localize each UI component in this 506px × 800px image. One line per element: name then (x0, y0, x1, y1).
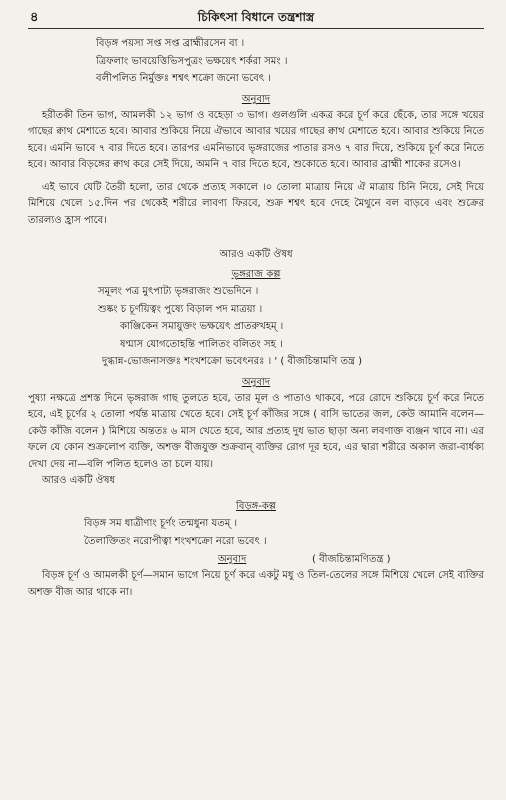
verse-line: সমূলং পত্র মুৎপাট্য ভৃঙ্গরাজং শুভেদিনে । (98, 286, 259, 297)
verse-line: শুষ্কং চ চূর্ণয়িত্বং পুষ্যে বিড়াল পদ মাত্রয়া । (98, 303, 263, 315)
page-number: ৪ (30, 10, 39, 25)
verse-line: বিড়ঙ্গ সম ধাত্রীণাং চূর্ণং তন্মধুনা যতম্ । (84, 518, 238, 529)
anubad-heading: অনুবাদ (218, 554, 247, 565)
verse-line: বিড়ঙ্গ পয়সা সপ্ত সপ্ত ব্রাহ্মীরসেন বা । (96, 38, 245, 49)
verse-line: বলীপলিত নির্মুক্তঃ শশ্বৎ শক্রো জনো ভবেৎ । (96, 73, 271, 84)
section-title: বিড়ঙ্গ-কল্প (236, 501, 276, 512)
verse-line: দুগ্ধান্ন-ভোজনাসক্তঃ শংখশক্রো ভবেৎনরঃ । (102, 356, 272, 367)
verse-line: কাঞ্জিকেন সমায়ুক্তং ভক্ষয়েৎ প্রাতরুখহম্ । (120, 321, 284, 332)
running-title: চিকিৎসা বিধানে তন্ত্রশাস্ত্র (197, 10, 315, 24)
verse-line: তৈলাক্তিতং নরোপীত্বা শংখশক্রো নরো ভবেৎ । (84, 535, 267, 547)
verse-2 (28, 283, 484, 371)
source-citation: ' ( বীজচিন্তামণি তন্ত্র ) (274, 356, 363, 367)
paragraph: এই ভাবে যেটি তৈরী হলো, তার থেকে প্রত্যহ সকালে ।০ তোলা মাত্রায় নিয়ে ঐ মাত্রায় চিনি নিয়ে, সেই দিয়ে মিশিয়ে খেলে ১৫.দিন পর থেকেই শরীরে লাবণ্য ফিরবে, শুক্র শশ্বৎ হবে দেহে মৈথুনে বল বাড়বে এবং শুক্রের তারল্যও হ্রাস পাবে। (28, 181, 484, 226)
paragraph: পুষ্যা নক্ষত্রে প্রশস্ত দিনে ভৃঙ্গরাজ গাছ তুলতে হবে, তার মূল ও পাতাও থাকবে, পরে রোদে শুকিয়ে চূর্ণ করে নিতে হবে, এই চূর্ণের ২ তোলা পর্যন্ত মাত্রায় খেতে হবে। সেই চূর্ণ কাঁজির সঙ্গে ( বাসি ভাতের জল, কেউ আমানি বলেন—কেউ কাঁজি বলেন ) মিশিয়ে অন্ততঃ ৬ মাস খেতে হবে, আর প্রত্যহ দুধ ভাত ছাড়া অন্য লবণাক্ত ব্যঞ্জন খাবে না। এর ফলে যে কোন শুক্রলোপ ব্যক্তি, অশক্ত বীজযুক্ত শুক্রবান্ ব্যক্তির রোগ দূর হবে, এর দ্বারা শরীরে অকাল জরা-বার্ধক্য দেখা দেয় না—বলি পলিত হলেও তা চলে যায়। (28, 392, 484, 470)
section-subtitle: ভৃঙ্গরাজ কল্প (231, 269, 281, 280)
anubad-heading: অনুবাদ (241, 376, 271, 388)
section-title: আরও একটি ঔষধ (219, 249, 293, 260)
verse-1 (28, 35, 484, 88)
source-citation: ( বীজচিন্তামণিতন্ত্র ) (312, 554, 391, 565)
verse-line: ত্রিফলাং ভাবয়েত্তিভিসপুত্রং ভক্ষয়েৎ শর্করা সমং । (96, 55, 288, 67)
anubad-heading: অনুবাদ (241, 93, 271, 105)
verse-3 (28, 515, 484, 550)
paragraph: বিড়ঙ্গ চূর্ণ ও আমলকী চূর্ণ—সমান ভাগে নিয়ে চূর্ণ করে একটু মধু ও তিল-তেলের সঙ্গে মিশিয়ে খেলে সেই ব্যক্তির অশক্ত বীজ আর থাকে না। (28, 570, 484, 598)
verse-line: ষণ্মাস যোগতোহন্তি পালিতং বলিতং সহ । (120, 338, 283, 350)
page-header (28, 6, 484, 29)
paragraph: হরীতকী তিন ভাগ, আমলকী ১২ ভাগ ও বহেড়া ৩ ভাগ। গুলগুলি একত্র করে চূর্ণ করে ছেঁকে, তার সঙ্গে খয়ের গাছের ক্বাথ মেশাতে হবে। আবার শুকিয়ে নিয়ে ঐভাবে আবার খয়ের গাছের ক্বাথ মেশাতে হবে। আবার শুকিয়ে নিতে হবে। এমনি ভাবে ৭ বার দিতে হবে। তারপর এমনিভাবে ভৃঙ্গরাজের পাতার রসও ৭ বার দিয়ে, শুকিয়ে চূর্ণ করে নিতে হবে। আবার বিড়ঙ্গের ক্বাথ করে সেই দিয়ে, অমনি ৭ বার দিতে হবে, শুকোতে হবে। আবার ব্রাহ্মী শাকের রসেও। (28, 109, 484, 170)
anubad-row (28, 552, 484, 568)
more-heading: আরও একটি ঔষধ (42, 475, 116, 486)
